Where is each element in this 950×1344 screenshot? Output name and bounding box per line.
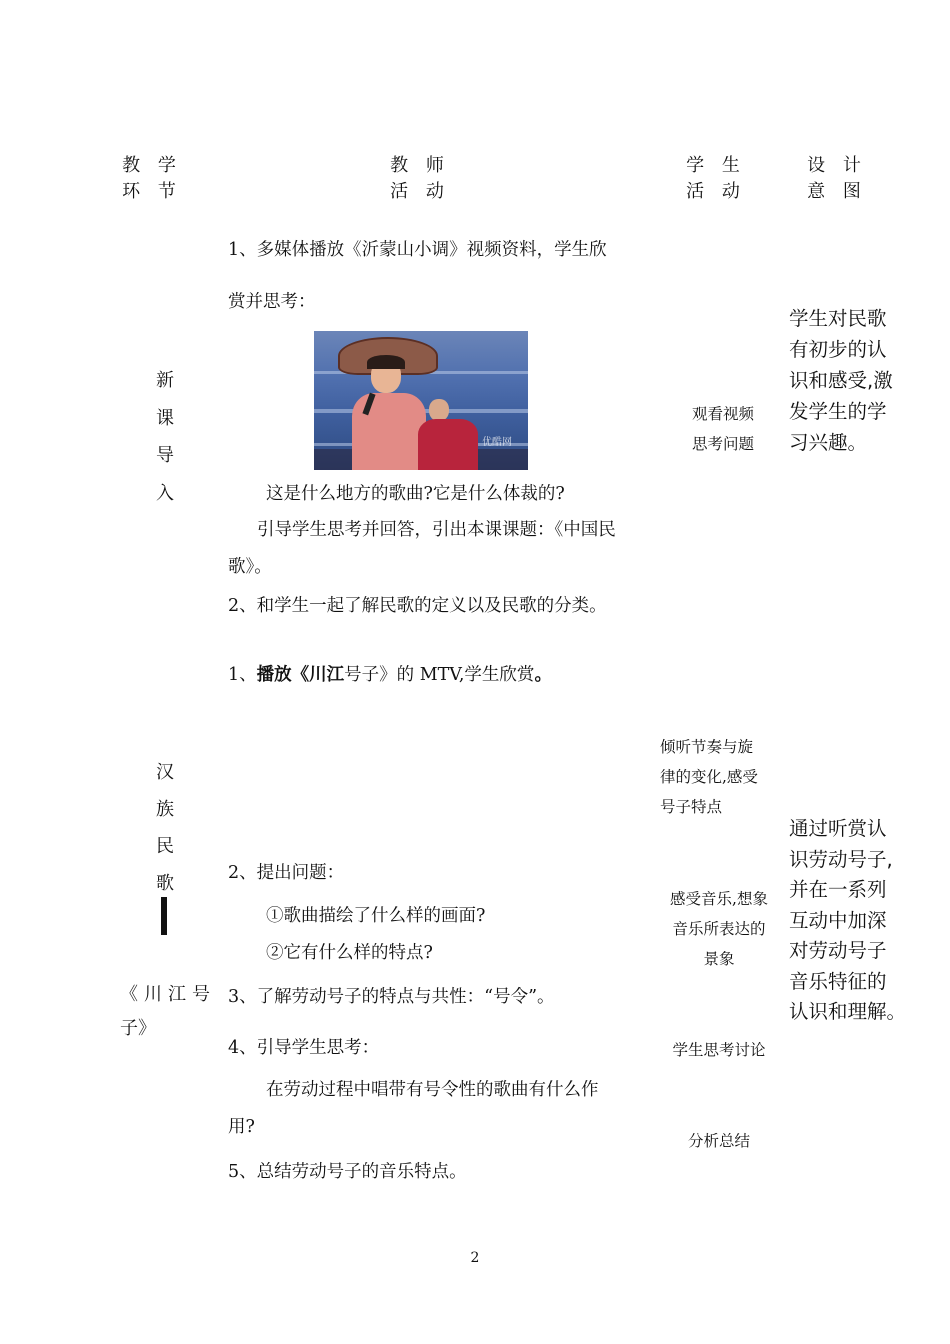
s2-q2: ②它有什么样的特点? xyxy=(266,943,433,963)
s1-intent-line: 识和感受,激 xyxy=(789,369,893,392)
section2-name-char: 汉 xyxy=(156,762,174,783)
section1-name xyxy=(150,362,180,512)
s2-intent-line: 音乐特征的 xyxy=(789,969,887,993)
video-watermark: 优酷网 xyxy=(482,437,512,448)
s2-intent xyxy=(789,814,909,1028)
s1-item1-line1: 1、多媒体播放《沂蒙山小调》视频资料，学生欣 xyxy=(228,240,607,260)
s2-student-b-line: 景象 xyxy=(703,950,735,968)
header-col-intent-line1: 设 计 xyxy=(807,155,867,176)
s2-student-a-line: 律的变化,感受 xyxy=(660,768,758,786)
s2-student-a-line: 号子特点 xyxy=(660,798,723,816)
s1-question: 这是什么地方的歌曲?它是什么体裁的? xyxy=(266,484,565,504)
s1-item1-line2: 赏并思考： xyxy=(228,292,316,312)
s2-item1 xyxy=(228,663,552,687)
s2-intent-line: 互动中加深 xyxy=(789,908,887,932)
s2-item1-normal2: 的 MTV,学生欣赏 xyxy=(396,665,535,685)
header-col-intent-line2: 意 图 xyxy=(807,181,867,202)
s2-item1-bold2: 。 xyxy=(534,665,552,685)
page-number: 2 xyxy=(470,1250,480,1266)
section1-name-char: 导 xyxy=(156,445,174,466)
s1-item2: 2、和学生一起了解民歌的定义以及民歌的分类。 xyxy=(228,596,607,616)
s2-student-a xyxy=(660,732,778,822)
s1-student-line: 思考问题 xyxy=(691,435,754,453)
header-col-stage xyxy=(112,153,192,205)
s1-student-line: 观看视频 xyxy=(691,405,754,423)
s1-guide-line1: 引导学生思考并回答，引出本课课题：《中国民 xyxy=(257,520,616,540)
section2-name-char: 歌 xyxy=(156,873,174,894)
header-col-student-line2: 活 动 xyxy=(686,181,746,202)
section2-name-bottom-line1: 《川江号 xyxy=(120,984,216,1005)
s2-item2: 2、提出问题： xyxy=(228,863,345,883)
s2-student-a-line: 倾听节奏与旋 xyxy=(660,738,754,756)
header-col-teacher-line1: 教 师 xyxy=(390,155,450,176)
section2-name-char: 族 xyxy=(156,799,174,820)
s1-intent-line: 发学生的学 xyxy=(789,400,887,423)
section2-name xyxy=(150,754,180,902)
s2-item3: 3、了解劳动号子的特点与共性：“号令”。 xyxy=(228,987,555,1007)
s2-intent-line: 通过听赏认 xyxy=(789,817,887,840)
header-col-stage-line2: 环 节 xyxy=(122,181,182,202)
s2-student-c: 学生思考讨论 xyxy=(672,1041,766,1059)
s2-item1-normal1: 号子》 xyxy=(344,665,397,685)
section2-name-dash xyxy=(161,897,167,935)
section1-name-char: 入 xyxy=(156,482,174,504)
header-col-teacher-line2: 活 动 xyxy=(390,181,450,202)
s2-item1-prefix: 1、 xyxy=(228,665,257,685)
s2-student-b-line: 感受音乐,想象 xyxy=(670,890,768,908)
s2-item4-q-line2: 用? xyxy=(228,1117,255,1137)
s2-q1: ①歌曲描绘了什么样的画面? xyxy=(266,906,486,926)
s2-intent-line: 认识和理解。 xyxy=(789,1000,907,1023)
header-col-stage-line1: 教 学 xyxy=(122,155,182,176)
header-col-student xyxy=(676,153,756,205)
header-col-student-line1: 学 生 xyxy=(686,155,746,176)
s2-intent-line: 并在一系列 xyxy=(789,878,887,901)
s1-intent xyxy=(789,303,909,458)
s2-item5: 5、总结劳动号子的音乐特点。 xyxy=(228,1162,467,1182)
video-screenshot-image xyxy=(314,331,528,470)
section2-name-bottom-line2: 子》 xyxy=(120,1018,156,1039)
s2-item4: 4、引导学生思考： xyxy=(228,1038,380,1058)
section1-name-char: 课 xyxy=(156,407,174,429)
section2-name-char: 民 xyxy=(156,836,174,857)
header-col-teacher xyxy=(380,153,460,205)
section1-name-char: 新 xyxy=(156,370,174,391)
s1-intent-line: 有初步的认 xyxy=(789,338,887,361)
s2-item1-bold1: 播放《川江 xyxy=(256,665,345,685)
s2-item4-q-line1: 在劳动过程中唱带有号令性的歌曲有什么作 xyxy=(266,1080,599,1100)
s1-guide-line2: 歌》。 xyxy=(228,557,272,577)
header-col-intent xyxy=(797,153,877,205)
s2-intent-line: 对劳动号子 xyxy=(789,939,887,962)
s1-intent-line: 习兴趣。 xyxy=(789,431,868,454)
s2-student-b xyxy=(660,884,778,974)
s2-student-b-line: 音乐所表达的 xyxy=(672,920,766,938)
s1-student xyxy=(668,399,778,459)
s1-intent-line: 学生对民歌 xyxy=(789,307,887,330)
s2-intent-line: 识劳动号子, xyxy=(789,847,893,871)
s2-student-d: 分析总结 xyxy=(687,1132,750,1150)
